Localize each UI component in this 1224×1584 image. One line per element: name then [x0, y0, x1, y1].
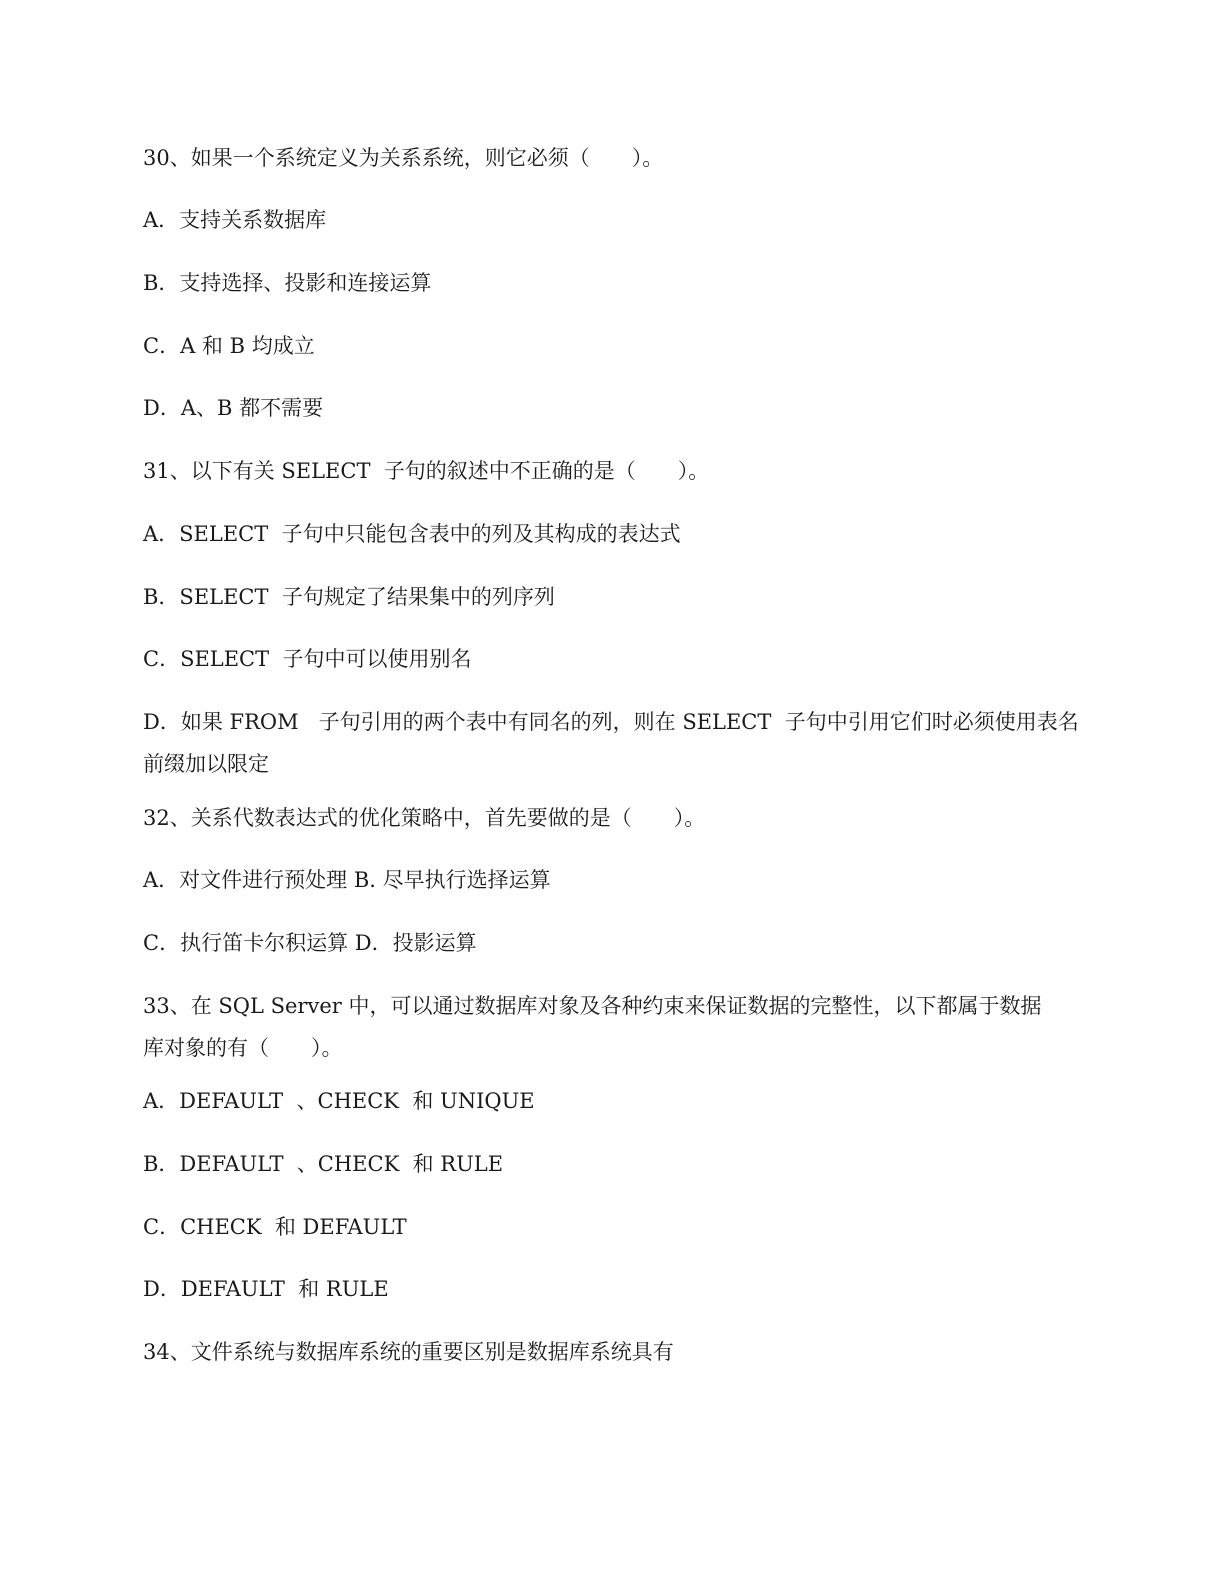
- q33-option-a: A．DEFAULT 、CHECK 和 UNIQUE: [143, 1089, 535, 1113]
- q33-option-c: C．CHECK 和 DEFAULT: [143, 1215, 407, 1239]
- question-32: 32、关系代数表达式的优化策略中，首先要做的是（ ）。: [143, 806, 706, 830]
- q30-option-a: A．支持关系数据库: [143, 208, 327, 232]
- q30-option-d: D．A、B 都不需要: [143, 396, 324, 420]
- q30-option-c: C．A 和 B 均成立: [143, 334, 315, 358]
- q30-option-b: B．支持选择、投影和连接运算: [143, 271, 432, 295]
- q31-option-b: B．SELECT 子句规定了结果集中的列序列: [143, 585, 555, 609]
- q33-option-d: D．DEFAULT 和 RULE: [143, 1277, 389, 1301]
- q31-option-d: D．如果 FROM 子句引用的两个表中有同名的列，则在 SELECT 子句中引用它们时必须使用表名: [143, 710, 1079, 734]
- q31-option-d-continued: 前缀加以限定: [143, 752, 269, 776]
- q32-options-a-b: A．对文件进行预处理 B. 尽早执行选择运算: [143, 868, 551, 892]
- q31-option-a: A．SELECT 子句中只能包含表中的列及其构成的表达式: [143, 522, 681, 546]
- q32-options-c-d: C．执行笛卡尔积运算 D．投影运算: [143, 931, 477, 955]
- question-30: 30、如果一个系统定义为关系系统，则它必须（ ）。: [143, 146, 664, 170]
- question-33: 33、在 SQL Server 中，可以通过数据库对象及各种约束来保证数据的完整性，以下都属于数据: [143, 994, 1042, 1018]
- q33-option-b: B．DEFAULT 、CHECK 和 RULE: [143, 1152, 504, 1176]
- question-34: 34、文件系统与数据库系统的重要区别是数据库系统具有: [143, 1340, 674, 1364]
- q31-option-c: C．SELECT 子句中可以使用别名: [143, 647, 472, 671]
- question-31: 31、以下有关 SELECT 子句的叙述中不正确的是（ ）。: [143, 459, 710, 483]
- question-33-continued: 库对象的有（ ）。: [143, 1036, 343, 1060]
